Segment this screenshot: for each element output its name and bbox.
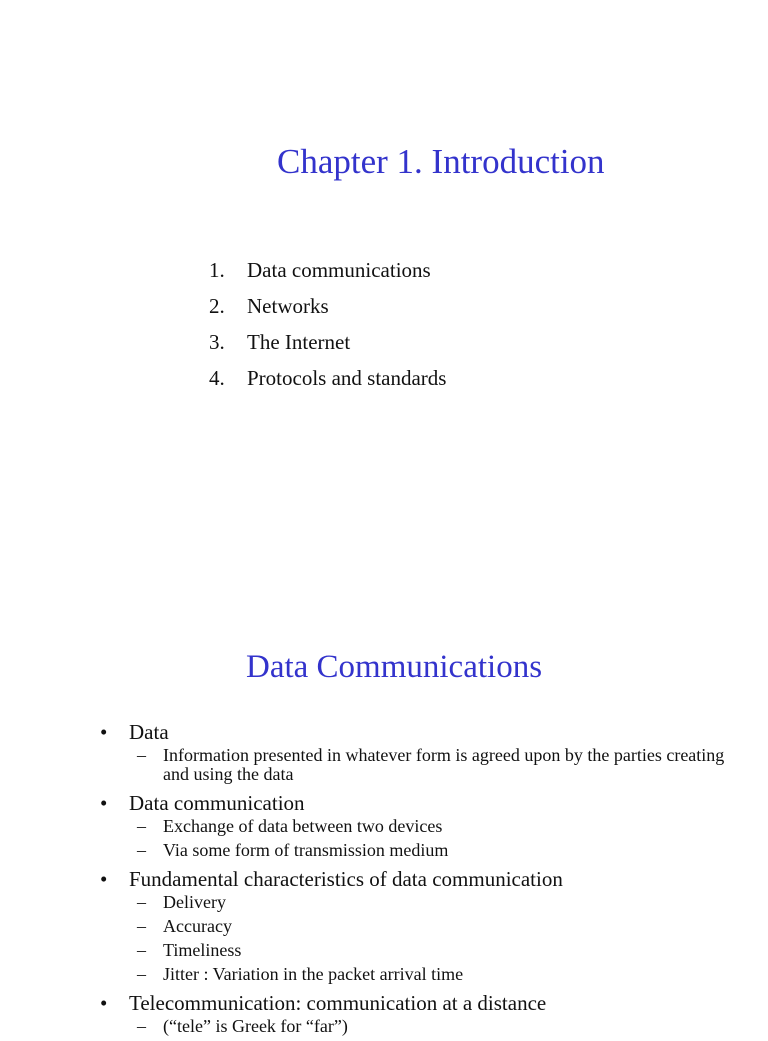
contents-item-number: 2. (209, 294, 225, 318)
bullet-item (100, 718, 740, 784)
sub-bullet-item: – (“tele” is Greek for “far”) (129, 1017, 740, 1036)
bullet-text: Data communication (129, 791, 305, 815)
sub-bullet-list (129, 817, 740, 860)
sub-bullet-item: – Exchange of data between two devices (129, 817, 740, 836)
contents-item (209, 256, 446, 292)
contents-item (209, 364, 446, 400)
contents-item (209, 292, 446, 328)
contents-item-text: The Internet (247, 330, 351, 354)
sub-bullet-item: – Timeliness (129, 941, 740, 960)
contents-item-text: Networks (247, 294, 329, 318)
sub-bullet-item: – Jitter : Variation in the packet arrival time (129, 965, 740, 984)
data-communications-bullets (100, 718, 740, 1041)
sub-bullet-item: – Accuracy (129, 917, 740, 936)
sub-bullet-item: – Via some form of transmission medium (129, 841, 740, 860)
chapter-title: Chapter 1. Introduction (277, 142, 605, 181)
bullet-item (100, 789, 740, 860)
bullet-text: Telecommunication: communication at a distance (129, 991, 547, 1015)
section-title: Data Communications (246, 649, 543, 685)
contents-item-text: Protocols and standards (247, 366, 447, 390)
sub-bullet-item: – Information presented in whatever form is agreed upon by the parties creating and using the data (129, 746, 740, 784)
sub-bullet-list (129, 1017, 740, 1036)
contents-item (209, 328, 446, 364)
contents-item-number: 4. (209, 366, 225, 390)
chapter-contents-list (209, 256, 446, 400)
bullet-item (100, 989, 740, 1036)
sub-bullet-item: – Delivery (129, 893, 740, 912)
bullet-text: Data (129, 720, 169, 744)
bullet-item (100, 865, 740, 984)
sub-bullet-list (129, 746, 740, 784)
sub-bullet-list (129, 893, 740, 984)
contents-item-number: 3. (209, 330, 225, 354)
contents-item-number: 1. (209, 258, 225, 282)
contents-item-text: Data communications (247, 258, 431, 282)
bullet-text: Fundamental characteristics of data communication (129, 867, 563, 891)
